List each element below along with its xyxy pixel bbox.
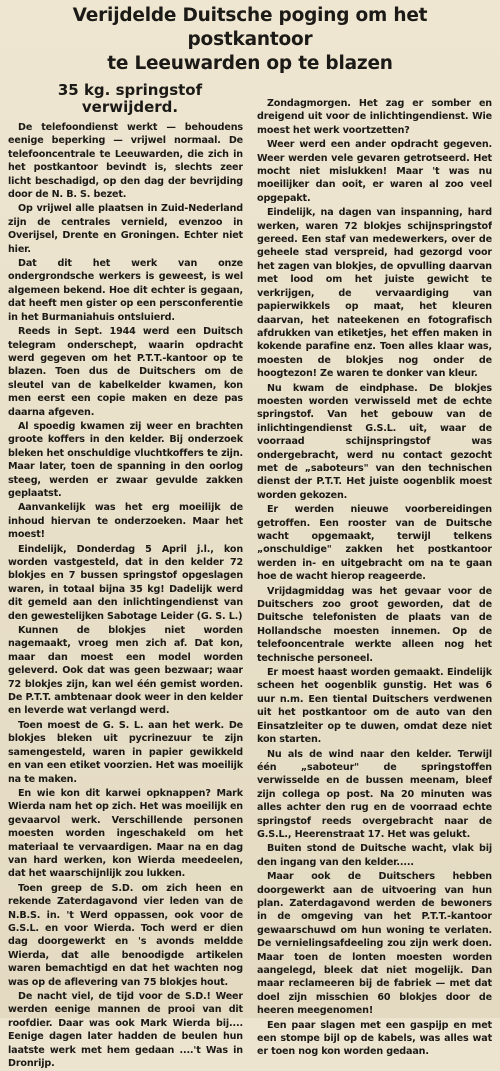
paragraph: Buiten stond de Duitsche wacht, vlak bij den ingang van den kelder..... <box>257 843 492 868</box>
paragraph: Nu als de wind naar den kelder. Terwijl één „saboteur" de springstoffen verwisselde en de bussen meenam, bleef zijn collega op post. Na 20 minuten was alles achter den rug en de voorraad echte springstof reeds overgebracht naar de G.S.L., Heerenstraat 17. Het was gelukt. <box>257 748 492 840</box>
paragraph: Er moest haast worden gemaakt. Eindelijk scheen het oogenblik gunstig. Het was 6 uur n.m. Een tiental Duitschers verdwenen uit het postkantoor om de auto van den Einsatzleiter op te duwen, omdat deze niet kon starten. <box>257 667 492 746</box>
paragraph: En wie kon dit karwei opknappen? Mark Wierda nam het op zich. Het was moeilijk en gevaarvol werk. Verschillende personen moesten worden ingeschakeld om het materiaal te vervaardigen. Maar na en dag van hard werken, kon Wierda meedeelen, dat het waarschijnlijk zou lukken. <box>8 787 243 880</box>
headline <box>8 4 492 76</box>
paragraph: De nacht viel, de tijd voor de S.D.! Weer werden eenige mannen de prooi van dit roofdier. Daar was ook Mark Wierda bij.... Eenige dagen later hadden de beulen hun laatste werk met hem gedaan ....'t Was in Dronrijp. <box>8 991 243 1070</box>
paragraph: Zondagmorgen. Het zag er somber en dreigend uit voor de inlichtingendienst. Wie moest het werk voortzetten? <box>257 98 492 136</box>
paragraph: Vrijdagmiddag was het gevaar voor de Duitschers zoo groot geworden, dat de Duitsche telefonisten de plaats van de Hollandsche moesten innemen. Op de telefooncentrale werkte alleen nog het technische personeel. <box>257 585 492 664</box>
paragraph: De telefoondienst werkt — behoudens eenige beperking — vrijwel normaal. De telefooncentrale te Leeuwarden, die zich in het postkantoor bevindt is, slechts zeer licht beschadigd, op den dag der bevrijding door de N. B. S. bezet. <box>8 122 243 201</box>
paragraph: Eindelijk, na dagen van inspanning, hard werken, waren 72 blokjes schijnspringstof gereed. Een staf van medewerkers, over de geheele stad verspreid, had gezorgd voor het zagen van blokjes, de opvulling daarvan met lood om het juiste gewicht te verkrijgen, de vervaardiging van papierwikkels op maat, het kleuren daarvan, het nateekenen en fotografisch afdrukken van etiketjes, het effen maken in kokende parafine enz. Toen alles klaar was, moesten de blokjes nog onder de hoogtezon! Ze waren te donker van kleur. <box>257 207 492 380</box>
paragraph: Aanvankelijk was het erg moeilijk de inhoud hiervan te onderzoeken. Maar het moest! <box>8 502 243 541</box>
paragraph: Toen greep de S.D. om zich heen en rekende Zaterdagavond vier leden van de N.B.S. in. 't Werd oppassen, ook voor de G.S.L. en voor Wierda. Toch werd er dien dag doorgewerkt en 's avonds meldde Wierda, dat alle benoodigde artikelen waren bemachtigd en dat het wachten nog was op de aflevering van 75 blokjes hout. <box>8 882 243 988</box>
paragraph: Er werden nieuwe voorbereidingen getroffen. Een rooster van de Duitsche wacht opgemaakt, terwijl telkens „onschuldige" zakken het postkantoor werden in- en uitgebracht om na te gaan hoe de wacht hierop reageerde. <box>257 504 492 583</box>
column-left <box>8 121 243 1071</box>
paragraph: Kunnen de blokjes niet worden nagemaakt, vroeg men zich af. Dat kon, maar dan moest een model worden geleverd. Ook dat was geen bezwaar; waar 72 blokjes zijn, kan wel één gemist worden. De P.T.T. ambtenaar dook weer in den kelder en leverde wat verlangd werd. <box>8 625 243 717</box>
paragraph: Eindelijk, Donderdag 5 April j.l., kon worden vastgesteld, dat in den kelder 72 blokjes en 7 bussen springstof opgeslagen waren, in totaal bijna 35 kg! Dadelijk werd dit gemeld aan den inlichtingendienst van den gewestelijken Sabotage Leider (G. S. L.) <box>8 543 243 622</box>
subheadline: 35 kg. springstof verwijderd. <box>57 81 203 116</box>
column-right <box>257 97 492 1060</box>
paragraph: Weer werd een ander opdracht gegeven. Weer werden vele gevaren getrotseerd. Het mocht niet mislukken! Maar 't was nu moeilijker dan ooit, er waren al zoo veel opgepakt. <box>257 139 492 204</box>
paragraph: Maar ook de Duitschers hebben doorgewerkt aan de uitvoering van hun plan. Zaterdagavond werden de bewoners in de omgeving van het P.T.T.-kantoor gewaarschuwd om hun woning te verlaten. De vernielingsafdeeling zou zijn werk doen. Maar toen de lonten moesten worden aangelegd, bleek dat niet mogelijk. Dan maar reclameeren bij de fabriek — met dat doel zijn misschien 60 blokjes door de heeren meegenomen! <box>257 871 492 1017</box>
paragraph: Een paar slagen met een gaspijp en met een stompe bijl op de kabels, was alles wat er toen nog kon worden gedaan. <box>257 1019 492 1058</box>
paragraph: Op vrijwel alle plaatsen in Zuid-Nederland zijn de centrales vernield, evenzoo in Overijsel, Drente en Groningen. Echter niet hier. <box>8 203 243 255</box>
paragraph: Nu kwam de eindphase. De blokjes moesten worden verwisseld met de echte springstof. Van het gebouw van de inlichtingendienst G.S.L. uit, waar de voorraad schijnspringstof was ondergebracht, werd nu contact gezocht met de „saboteurs" van den technischen dienst der P.T.T. Het juiste oogenblik moest worden gekozen. <box>257 382 492 501</box>
paragraph: Reeds in Sept. 1944 werd een Duitsch telegram onderschept, waarin opdracht werd gegeven om het P.T.T.-kantoor op te blazen. Toen dus de Duitschers om de sleutel van de kabelkelder kwamen, kon men eerst een copie maken en deze pas daarna afgeven. <box>8 326 243 418</box>
headline-line-2: te Leeuwarden op te blazen <box>107 53 393 74</box>
paragraph: Al spoedig kwamen zij weer en brachten groote koffers in den kelder. Bij onderzoek bleken het onschuldige vluchtkoffers te zijn. Maar later, toen de spanning in den oorlog steeg, werden er zwaar gevulde zakken geplaatst. <box>8 420 243 499</box>
headline-line-1: Verijdelde Duitsche poging om het postkantoor <box>72 5 428 50</box>
paragraph: Dat dit het werk van onze ondergrondsche werkers is geweest, is wel algemeen bekend. Hoe dit echter is gegaan, dat heeft men gister op een persconferentie in het Burmaniahuis ontsluierd. <box>8 258 243 323</box>
paragraph: Toen moest de G. S. L. aan het werk. De blokjes bleken uit pycrinezuur te zijn samengesteld, waren in papier gewikkeld en van een etiket voorzien. Het was moeilijk na te maken. <box>8 719 243 785</box>
